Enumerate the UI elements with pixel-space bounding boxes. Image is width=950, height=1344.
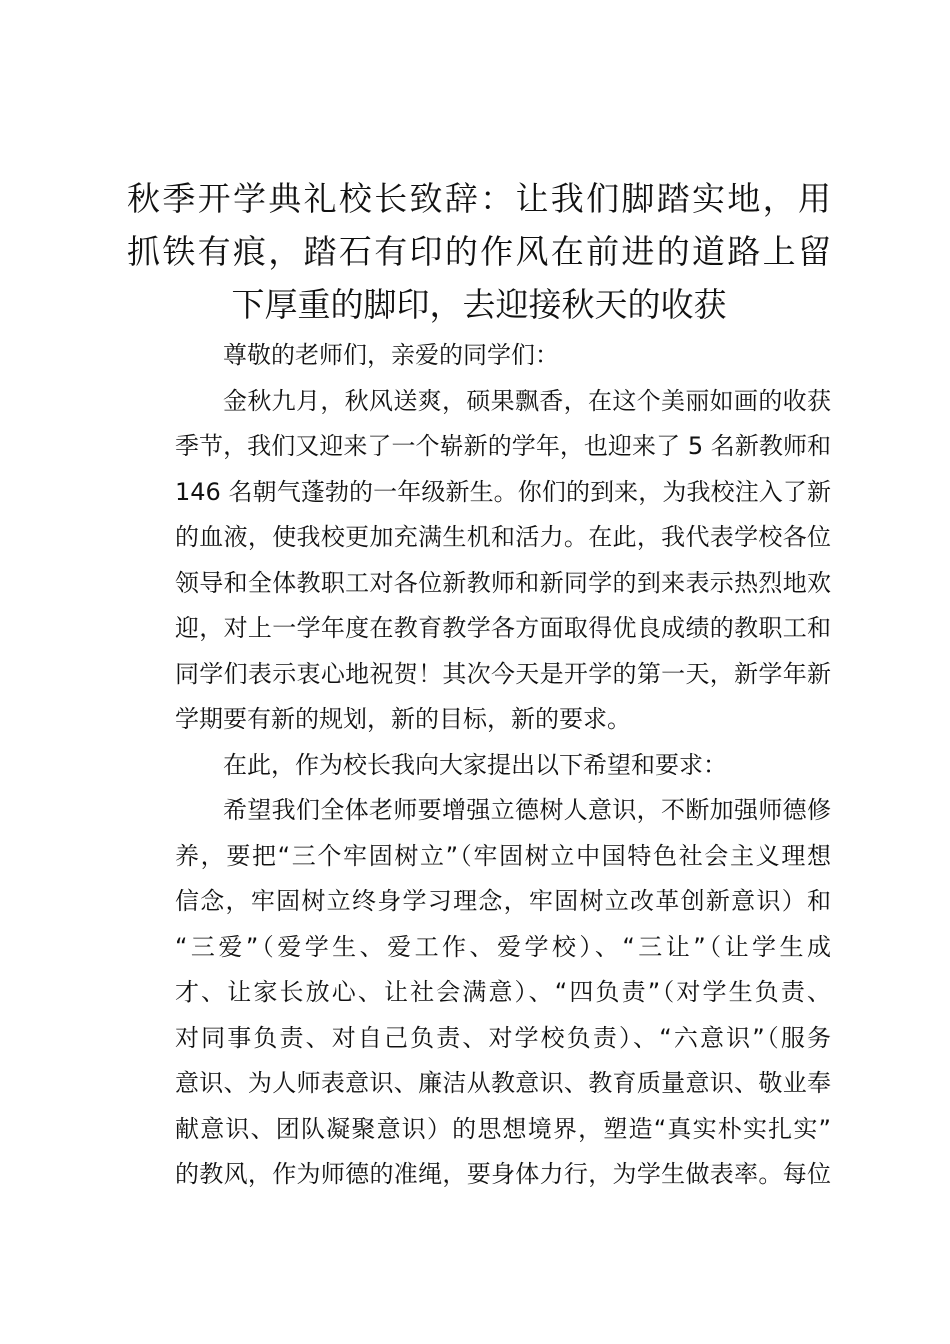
intro-paragraph — [127, 743, 831, 789]
text-line: 在此，作为校长我向大家提出以下希望和要求： — [223, 750, 727, 779]
text-line: 献意识、团队凝聚意识）的思想境界，塑造“真实朴实扎实” — [175, 1114, 831, 1143]
text-line: 尊敬的老师们，亲爱的同学们： — [223, 341, 559, 369]
text-line: 对同事负责、对自己负责、对学校负责）、“六意识”（服务 — [175, 1023, 831, 1052]
text-line: 146 名朝气蓬勃的一年级新生。你们的到来，为我校注入了新 — [175, 477, 831, 506]
title-line: 秋季开学典礼校长致辞：让我们脚踏实地，用 — [127, 179, 831, 218]
document-title — [127, 172, 831, 331]
text-line: 意识、为人师表意识、廉洁从教意识、教育质量意识、敬业奉 — [175, 1069, 831, 1097]
document-page — [127, 172, 831, 1198]
text-line: 信念，牢固树立终身学习理念，牢固树立改革创新意识）和 — [175, 887, 831, 915]
text-line: 养，要把“三个牢固树立”（牢固树立中国特色社会主义理想 — [175, 841, 831, 870]
text-line: 季节，我们又迎来了一个崭新的学年，也迎来了 5 名新教师和 — [175, 432, 831, 460]
text-line: 希望我们全体老师要增强立德树人意识，不断加强师德修 — [223, 796, 831, 824]
document-body — [127, 333, 831, 1198]
title-line: 抓铁有痕，踏石有印的作风在前进的道路上留 — [127, 232, 831, 271]
text-line: 金秋九月，秋风送爽，硕果飘香，在这个美丽如画的收获 — [223, 386, 831, 415]
welcome-paragraph — [127, 379, 831, 743]
text-line: 学期要有新的规划，新的目标，新的要求。 — [175, 705, 631, 733]
text-line: 同学们表示衷心地祝贺！其次今天是开学的第一天，新学年新 — [175, 659, 831, 688]
text-line: 的血液，使我校更加充满生机和活力。在此，我代表学校各位 — [175, 523, 831, 551]
text-line: 才、让家长放心、让社会满意）、“四负责”（对学生负责、 — [175, 978, 831, 1006]
text-line: 迎，对上一学年度在教育教学各方面取得优良成绩的教职工和 — [175, 614, 831, 642]
text-line: 领导和全体教职工对各位新教师和新同学的到来表示热烈地欢 — [175, 568, 831, 597]
title-line: 下厚重的脚印，去迎接秋天的收获 — [231, 285, 727, 324]
salutation-paragraph — [127, 333, 831, 379]
text-line: “三爱”（爱学生、爱工作、爱学校）、“三让”（让学生成 — [175, 932, 831, 961]
text-line: 的教风，作为师德的准绳，要身体力行，为学生做表率。每位 — [175, 1160, 831, 1188]
teachers-paragraph — [127, 788, 831, 1198]
